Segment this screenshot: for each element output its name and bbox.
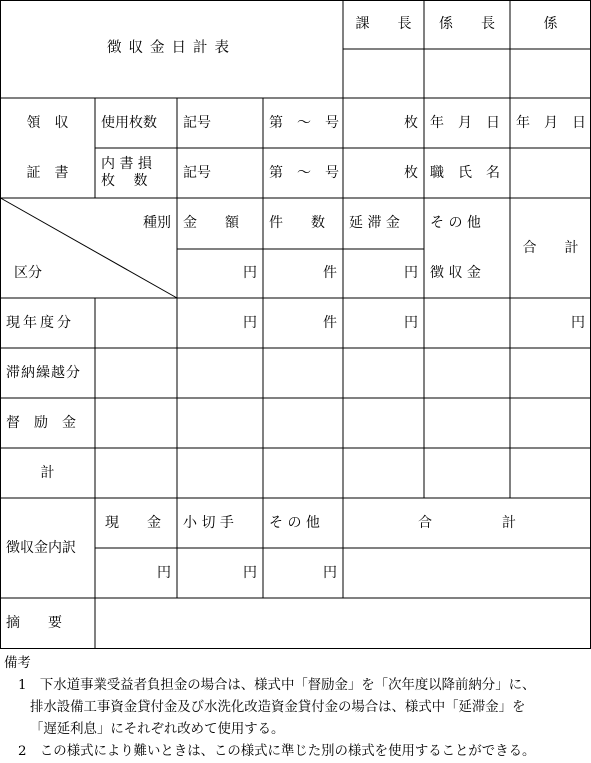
row-current-label: 現年度分 xyxy=(6,314,74,331)
used-mai-label[interactable]: 枚 xyxy=(404,114,418,131)
used-kigo-label[interactable]: 記号 xyxy=(183,114,211,131)
late-fee-unit: 円 xyxy=(404,265,418,282)
count-header: 件 数 xyxy=(269,215,325,232)
approval-kacho-label: 課 長 xyxy=(355,16,412,33)
breakdown-other-yen[interactable]: 円 xyxy=(323,564,337,581)
row-arrears-label: 滞納繰越分 xyxy=(6,364,81,381)
staff-name-label: 職 氏 名 xyxy=(430,164,500,181)
approval-kakari-label: 係 xyxy=(543,16,558,33)
date-field-2[interactable]: 年 月 日 xyxy=(516,114,586,131)
row-tokusoku-label: 督 励 金 xyxy=(6,414,76,431)
spoiled-kigo-label[interactable]: 記号 xyxy=(183,164,211,181)
row-current-count[interactable]: 件 xyxy=(323,314,337,331)
receipt-label-bottom: 証 書 xyxy=(26,164,69,181)
count-unit: 件 xyxy=(323,265,337,282)
amount-header: 金 額 xyxy=(183,215,239,232)
note-1-line1: 1 下水道事業受益者負担金の場合は、様式中「督励金」を「次年度以降前納分」に、 xyxy=(18,678,536,693)
memo-field[interactable] xyxy=(95,598,591,648)
breakdown-other-header: そ の 他 xyxy=(269,514,320,531)
used-range-label[interactable]: 第 ～ 号 xyxy=(269,114,339,131)
spoiled-line2: 枚 数 xyxy=(101,173,148,189)
row-current-amount[interactable]: 円 xyxy=(243,314,257,331)
used-count-label: 使用枚数 xyxy=(101,114,157,131)
date-field-1[interactable]: 年 月 日 xyxy=(430,114,500,131)
row-current-other[interactable] xyxy=(424,298,510,348)
notes-heading: 備考 xyxy=(4,656,31,671)
spoiled-range-label[interactable]: 第 ～ 号 xyxy=(269,164,339,181)
breakdown-check-header: 小 切 手 xyxy=(183,514,234,531)
total-header: 合 計 xyxy=(522,239,579,256)
note-1-line3: 「遅延利息」にそれぞれ改めて使用する。 xyxy=(30,722,285,737)
approval-kacho-stamp[interactable] xyxy=(343,49,424,98)
spoiled-mai-label[interactable]: 枚 xyxy=(404,164,418,181)
other-header-line1: そ の 他 xyxy=(430,215,481,232)
spoiled-count-label xyxy=(95,148,177,198)
note-2: 2 この様式により難いときは、この様式に準じた別の様式を使用することができる。 xyxy=(18,744,536,759)
note-1-line2: 排水設備工事資金貸付金及び水洗化改造資金貸付金の場合は、様式中「延滞金」を xyxy=(30,700,526,715)
row-current-late-fee[interactable]: 円 xyxy=(404,314,418,331)
row-current-blank[interactable] xyxy=(95,298,177,348)
other-header-line2: 徴 収 金 xyxy=(430,265,481,282)
approval-kakari-stamp[interactable] xyxy=(510,49,591,98)
notes-section xyxy=(4,653,590,763)
approval-kakaricho-label: 係 長 xyxy=(439,16,495,33)
kubun-label: 区分 xyxy=(14,265,42,282)
row-sum-label: 計 xyxy=(40,464,55,481)
breakdown-total-header: 合 計 xyxy=(418,514,516,531)
breakdown-label: 徴収金内訳 xyxy=(6,539,76,556)
breakdown-total-field[interactable] xyxy=(343,548,591,598)
shubetsu-label: 種別 xyxy=(143,214,171,231)
breakdown-check-yen[interactable]: 円 xyxy=(243,564,257,581)
amount-unit: 円 xyxy=(243,265,257,282)
form-title: 徴収金日計表 xyxy=(107,40,236,57)
breakdown-cash-header: 現 金 xyxy=(105,514,161,531)
row-current-total[interactable]: 円 xyxy=(571,314,585,331)
staff-name-field[interactable] xyxy=(510,148,591,198)
late-fee-header: 延 滞 金 xyxy=(349,215,400,232)
spoiled-line1: 内 書 損 xyxy=(101,155,152,172)
breakdown-cash-yen[interactable]: 円 xyxy=(157,564,171,581)
memo-label: 摘 要 xyxy=(6,614,62,631)
approval-kakaricho-stamp[interactable] xyxy=(424,49,510,98)
receipt-label-top: 領 収 xyxy=(26,114,69,131)
